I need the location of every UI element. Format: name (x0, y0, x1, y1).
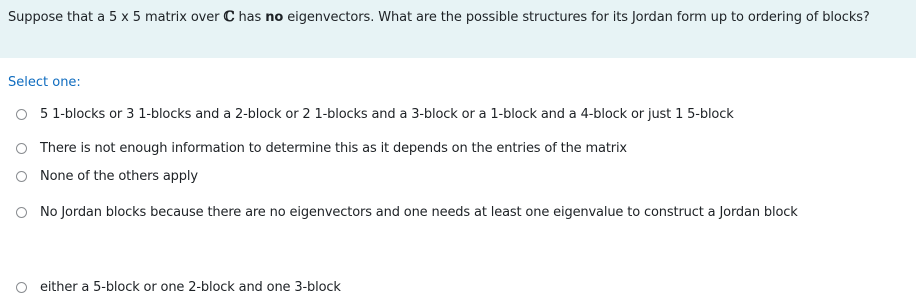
question-text (8, 9, 870, 26)
answer-option-label[interactable]: There is not enough information to determine this as it depends on the entries of the matrix (40, 141, 627, 156)
question-box (0, 0, 916, 58)
answer-option-3[interactable] (16, 168, 198, 185)
radio-button[interactable] (16, 109, 27, 120)
question-text-part1: Suppose that a 5 x 5 matrix over (8, 10, 224, 25)
answer-option-5[interactable] (16, 279, 341, 296)
complex-field-symbol: ℂ (223, 9, 235, 25)
answer-option-4[interactable] (16, 204, 798, 221)
radio-button[interactable] (16, 171, 27, 182)
radio-button[interactable] (16, 207, 27, 218)
answer-option-label[interactable]: 5 1-blocks or 3 1-blocks and a 2-block or 2 1-blocks and a 3-block or a 1-block and a 4-block or just 1 5-block (40, 107, 734, 122)
radio-button[interactable] (16, 282, 27, 293)
answer-area (0, 58, 916, 301)
answer-option-label[interactable]: None of the others apply (40, 169, 198, 184)
answer-option-label[interactable]: No Jordan blocks because there are no eigenvectors and one needs at least one eigenvalue to construct a Jordan block (40, 205, 798, 220)
answer-option-1[interactable] (16, 106, 734, 123)
select-one-prompt: Select one: (8, 75, 81, 90)
question-emphasis: no (265, 10, 284, 25)
answer-option-label[interactable]: either a 5-block or one 2-block and one 3-block (40, 280, 341, 295)
question-text-part2: has (234, 10, 266, 25)
radio-button[interactable] (16, 143, 27, 154)
answer-option-2[interactable] (16, 140, 627, 157)
question-text-part3: eigenvectors. What are the possible structures for its Jordan form up to ordering of blocks? (283, 10, 870, 25)
